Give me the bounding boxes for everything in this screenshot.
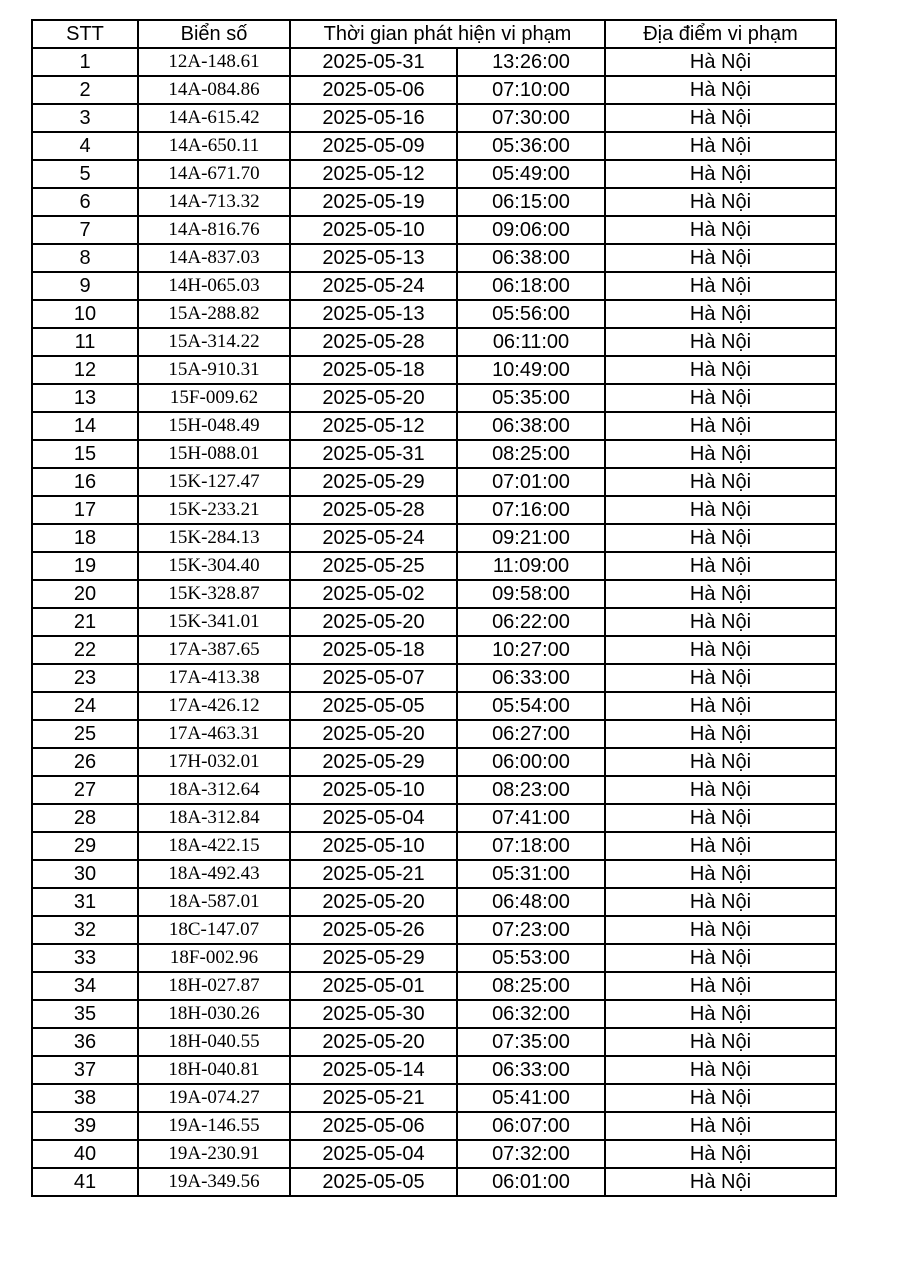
time-cell: 09:58:00 (457, 580, 605, 608)
date-cell: 2025-05-28 (290, 328, 457, 356)
time-cell: 06:38:00 (457, 244, 605, 272)
date-cell: 2025-05-21 (290, 860, 457, 888)
location-cell: Hà Nội (605, 384, 836, 412)
stt-cell: 35 (32, 1000, 138, 1028)
plate-cell: 15K-341.01 (138, 608, 290, 636)
time-cell: 07:41:00 (457, 804, 605, 832)
location-cell: Hà Nội (605, 972, 836, 1000)
stt-cell: 15 (32, 440, 138, 468)
table-row (32, 1028, 836, 1056)
location-cell: Hà Nội (605, 104, 836, 132)
plate-cell: 17A-426.12 (138, 692, 290, 720)
table-row (32, 944, 836, 972)
stt-cell: 19 (32, 552, 138, 580)
plate-cell: 18C-147.07 (138, 916, 290, 944)
table-row (32, 636, 836, 664)
location-cell: Hà Nội (605, 496, 836, 524)
stt-cell: 9 (32, 272, 138, 300)
stt-cell: 30 (32, 860, 138, 888)
time-cell: 06:00:00 (457, 748, 605, 776)
location-cell: Hà Nội (605, 160, 836, 188)
date-cell: 2025-05-30 (290, 1000, 457, 1028)
stt-cell: 7 (32, 216, 138, 244)
location-cell: Hà Nội (605, 1140, 836, 1168)
table-row (32, 972, 836, 1000)
table-row (32, 552, 836, 580)
plate-cell: 17H-032.01 (138, 748, 290, 776)
time-cell: 06:07:00 (457, 1112, 605, 1140)
plate-cell: 17A-463.31 (138, 720, 290, 748)
table-row (32, 720, 836, 748)
table-row (32, 216, 836, 244)
date-cell: 2025-05-24 (290, 524, 457, 552)
stt-cell: 6 (32, 188, 138, 216)
table-row (32, 76, 836, 104)
plate-cell: 19A-230.91 (138, 1140, 290, 1168)
header-detection-time: Thời gian phát hiện vi phạm (290, 20, 605, 48)
table-row (32, 748, 836, 776)
plate-cell: 15K-284.13 (138, 524, 290, 552)
date-cell: 2025-05-18 (290, 636, 457, 664)
time-cell: 07:23:00 (457, 916, 605, 944)
plate-cell: 15H-048.49 (138, 412, 290, 440)
stt-cell: 3 (32, 104, 138, 132)
header-location: Địa điểm vi phạm (605, 20, 836, 48)
stt-cell: 13 (32, 384, 138, 412)
table-row (32, 776, 836, 804)
stt-cell: 5 (32, 160, 138, 188)
table-row (32, 440, 836, 468)
time-cell: 07:16:00 (457, 496, 605, 524)
table-row (32, 272, 836, 300)
time-cell: 06:33:00 (457, 1056, 605, 1084)
plate-cell: 15F-009.62 (138, 384, 290, 412)
date-cell: 2025-05-10 (290, 776, 457, 804)
time-cell: 06:33:00 (457, 664, 605, 692)
time-cell: 06:38:00 (457, 412, 605, 440)
plate-cell: 19A-349.56 (138, 1168, 290, 1196)
location-cell: Hà Nội (605, 580, 836, 608)
location-cell: Hà Nội (605, 944, 836, 972)
plate-cell: 15A-314.22 (138, 328, 290, 356)
stt-cell: 37 (32, 1056, 138, 1084)
table-row (32, 300, 836, 328)
stt-cell: 4 (32, 132, 138, 160)
stt-cell: 20 (32, 580, 138, 608)
location-cell: Hà Nội (605, 216, 836, 244)
location-cell: Hà Nội (605, 1000, 836, 1028)
stt-cell: 27 (32, 776, 138, 804)
plate-cell: 15K-127.47 (138, 468, 290, 496)
plate-cell: 14A-615.42 (138, 104, 290, 132)
location-cell: Hà Nội (605, 1028, 836, 1056)
plate-cell: 12A-148.61 (138, 48, 290, 76)
date-cell: 2025-05-13 (290, 244, 457, 272)
time-cell: 08:23:00 (457, 776, 605, 804)
location-cell: Hà Nội (605, 440, 836, 468)
stt-cell: 31 (32, 888, 138, 916)
table-row (32, 888, 836, 916)
date-cell: 2025-05-19 (290, 188, 457, 216)
location-cell: Hà Nội (605, 1084, 836, 1112)
table-body (32, 48, 836, 1196)
table-row (32, 860, 836, 888)
date-cell: 2025-05-21 (290, 1084, 457, 1112)
time-cell: 05:49:00 (457, 160, 605, 188)
plate-cell: 18A-312.84 (138, 804, 290, 832)
date-cell: 2025-05-29 (290, 468, 457, 496)
stt-cell: 40 (32, 1140, 138, 1168)
table-row (32, 356, 836, 384)
time-cell: 06:22:00 (457, 608, 605, 636)
date-cell: 2025-05-20 (290, 888, 457, 916)
table-row (32, 412, 836, 440)
time-cell: 06:48:00 (457, 888, 605, 916)
stt-cell: 17 (32, 496, 138, 524)
stt-cell: 8 (32, 244, 138, 272)
table-row (32, 160, 836, 188)
header-row (32, 20, 836, 48)
table-row (32, 328, 836, 356)
location-cell: Hà Nội (605, 748, 836, 776)
location-cell: Hà Nội (605, 1112, 836, 1140)
time-cell: 07:18:00 (457, 832, 605, 860)
time-cell: 06:15:00 (457, 188, 605, 216)
plate-cell: 15K-304.40 (138, 552, 290, 580)
time-cell: 05:35:00 (457, 384, 605, 412)
location-cell: Hà Nội (605, 412, 836, 440)
table-row (32, 692, 836, 720)
date-cell: 2025-05-05 (290, 692, 457, 720)
date-cell: 2025-05-16 (290, 104, 457, 132)
plate-cell: 18A-587.01 (138, 888, 290, 916)
plate-cell: 18A-422.15 (138, 832, 290, 860)
stt-cell: 28 (32, 804, 138, 832)
plate-cell: 17A-413.38 (138, 664, 290, 692)
location-cell: Hà Nội (605, 48, 836, 76)
date-cell: 2025-05-24 (290, 272, 457, 300)
date-cell: 2025-05-14 (290, 1056, 457, 1084)
date-cell: 2025-05-07 (290, 664, 457, 692)
date-cell: 2025-05-10 (290, 832, 457, 860)
table-row (32, 580, 836, 608)
location-cell: Hà Nội (605, 468, 836, 496)
location-cell: Hà Nội (605, 132, 836, 160)
stt-cell: 23 (32, 664, 138, 692)
time-cell: 09:21:00 (457, 524, 605, 552)
date-cell: 2025-05-18 (290, 356, 457, 384)
time-cell: 10:49:00 (457, 356, 605, 384)
location-cell: Hà Nội (605, 636, 836, 664)
table-row (32, 188, 836, 216)
plate-cell: 14A-671.70 (138, 160, 290, 188)
time-cell: 05:56:00 (457, 300, 605, 328)
location-cell: Hà Nội (605, 860, 836, 888)
date-cell: 2025-05-25 (290, 552, 457, 580)
table-row (32, 664, 836, 692)
date-cell: 2025-05-20 (290, 1028, 457, 1056)
date-cell: 2025-05-13 (290, 300, 457, 328)
location-cell: Hà Nội (605, 356, 836, 384)
location-cell: Hà Nội (605, 524, 836, 552)
date-cell: 2025-05-20 (290, 384, 457, 412)
location-cell: Hà Nội (605, 76, 836, 104)
plate-cell: 14A-650.11 (138, 132, 290, 160)
location-cell: Hà Nội (605, 244, 836, 272)
time-cell: 10:27:00 (457, 636, 605, 664)
time-cell: 05:31:00 (457, 860, 605, 888)
stt-cell: 22 (32, 636, 138, 664)
location-cell: Hà Nội (605, 832, 836, 860)
plate-cell: 17A-387.65 (138, 636, 290, 664)
table-row (32, 384, 836, 412)
plate-cell: 18F-002.96 (138, 944, 290, 972)
plate-cell: 14H-065.03 (138, 272, 290, 300)
location-cell: Hà Nội (605, 664, 836, 692)
date-cell: 2025-05-06 (290, 76, 457, 104)
location-cell: Hà Nội (605, 720, 836, 748)
location-cell: Hà Nội (605, 188, 836, 216)
table-row (32, 496, 836, 524)
table-row (32, 1056, 836, 1084)
table-row (32, 608, 836, 636)
location-cell: Hà Nội (605, 1168, 836, 1196)
date-cell: 2025-05-31 (290, 440, 457, 468)
date-cell: 2025-05-29 (290, 944, 457, 972)
date-cell: 2025-05-05 (290, 1168, 457, 1196)
time-cell: 13:26:00 (457, 48, 605, 76)
time-cell: 08:25:00 (457, 440, 605, 468)
stt-cell: 12 (32, 356, 138, 384)
table-row (32, 48, 836, 76)
location-cell: Hà Nội (605, 888, 836, 916)
location-cell: Hà Nội (605, 692, 836, 720)
stt-cell: 24 (32, 692, 138, 720)
stt-cell: 14 (32, 412, 138, 440)
time-cell: 05:53:00 (457, 944, 605, 972)
date-cell: 2025-05-12 (290, 160, 457, 188)
location-cell: Hà Nội (605, 272, 836, 300)
plate-cell: 14A-084.86 (138, 76, 290, 104)
plate-cell: 19A-074.27 (138, 1084, 290, 1112)
date-cell: 2025-05-01 (290, 972, 457, 1000)
time-cell: 07:01:00 (457, 468, 605, 496)
time-cell: 05:54:00 (457, 692, 605, 720)
location-cell: Hà Nội (605, 804, 836, 832)
date-cell: 2025-05-12 (290, 412, 457, 440)
location-cell: Hà Nội (605, 776, 836, 804)
plate-cell: 15K-328.87 (138, 580, 290, 608)
table-row (32, 1168, 836, 1196)
plate-cell: 18H-040.81 (138, 1056, 290, 1084)
date-cell: 2025-05-31 (290, 48, 457, 76)
stt-cell: 41 (32, 1168, 138, 1196)
time-cell: 07:35:00 (457, 1028, 605, 1056)
stt-cell: 26 (32, 748, 138, 776)
table-row (32, 104, 836, 132)
location-cell: Hà Nội (605, 328, 836, 356)
plate-cell: 19A-146.55 (138, 1112, 290, 1140)
date-cell: 2025-05-20 (290, 608, 457, 636)
stt-cell: 10 (32, 300, 138, 328)
stt-cell: 29 (32, 832, 138, 860)
table-row (32, 1112, 836, 1140)
stt-cell: 21 (32, 608, 138, 636)
stt-cell: 33 (32, 944, 138, 972)
date-cell: 2025-05-09 (290, 132, 457, 160)
stt-cell: 1 (32, 48, 138, 76)
location-cell: Hà Nội (605, 300, 836, 328)
date-cell: 2025-05-02 (290, 580, 457, 608)
time-cell: 08:25:00 (457, 972, 605, 1000)
time-cell: 11:09:00 (457, 552, 605, 580)
time-cell: 05:36:00 (457, 132, 605, 160)
plate-cell: 15A-288.82 (138, 300, 290, 328)
plate-cell: 15A-910.31 (138, 356, 290, 384)
plate-cell: 14A-837.03 (138, 244, 290, 272)
date-cell: 2025-05-04 (290, 804, 457, 832)
table-row (32, 804, 836, 832)
table-row (32, 1084, 836, 1112)
table-row (32, 244, 836, 272)
plate-cell: 18H-027.87 (138, 972, 290, 1000)
table-row (32, 1000, 836, 1028)
date-cell: 2025-05-29 (290, 748, 457, 776)
date-cell: 2025-05-06 (290, 1112, 457, 1140)
location-cell: Hà Nội (605, 608, 836, 636)
header-stt: STT (32, 20, 138, 48)
stt-cell: 2 (32, 76, 138, 104)
date-cell: 2025-05-20 (290, 720, 457, 748)
plate-cell: 15K-233.21 (138, 496, 290, 524)
plate-cell: 14A-816.76 (138, 216, 290, 244)
time-cell: 05:41:00 (457, 1084, 605, 1112)
time-cell: 07:10:00 (457, 76, 605, 104)
plate-cell: 18H-030.26 (138, 1000, 290, 1028)
violations-table (31, 19, 837, 1197)
time-cell: 06:27:00 (457, 720, 605, 748)
header-plate: Biển số (138, 20, 290, 48)
location-cell: Hà Nội (605, 552, 836, 580)
time-cell: 06:01:00 (457, 1168, 605, 1196)
plate-cell: 14A-713.32 (138, 188, 290, 216)
stt-cell: 18 (32, 524, 138, 552)
table-row (32, 832, 836, 860)
plate-cell: 18A-492.43 (138, 860, 290, 888)
plate-cell: 15H-088.01 (138, 440, 290, 468)
stt-cell: 16 (32, 468, 138, 496)
time-cell: 07:30:00 (457, 104, 605, 132)
location-cell: Hà Nội (605, 916, 836, 944)
stt-cell: 39 (32, 1112, 138, 1140)
table-row (32, 916, 836, 944)
stt-cell: 25 (32, 720, 138, 748)
plate-cell: 18A-312.64 (138, 776, 290, 804)
table-row (32, 132, 836, 160)
table-row (32, 1140, 836, 1168)
stt-cell: 36 (32, 1028, 138, 1056)
time-cell: 07:32:00 (457, 1140, 605, 1168)
stt-cell: 38 (32, 1084, 138, 1112)
table-row (32, 524, 836, 552)
time-cell: 09:06:00 (457, 216, 605, 244)
location-cell: Hà Nội (605, 1056, 836, 1084)
table-row (32, 468, 836, 496)
plate-cell: 18H-040.55 (138, 1028, 290, 1056)
stt-cell: 32 (32, 916, 138, 944)
time-cell: 06:11:00 (457, 328, 605, 356)
stt-cell: 34 (32, 972, 138, 1000)
date-cell: 2025-05-10 (290, 216, 457, 244)
date-cell: 2025-05-26 (290, 916, 457, 944)
date-cell: 2025-05-28 (290, 496, 457, 524)
time-cell: 06:18:00 (457, 272, 605, 300)
time-cell: 06:32:00 (457, 1000, 605, 1028)
stt-cell: 11 (32, 328, 138, 356)
date-cell: 2025-05-04 (290, 1140, 457, 1168)
table-header (32, 20, 836, 48)
